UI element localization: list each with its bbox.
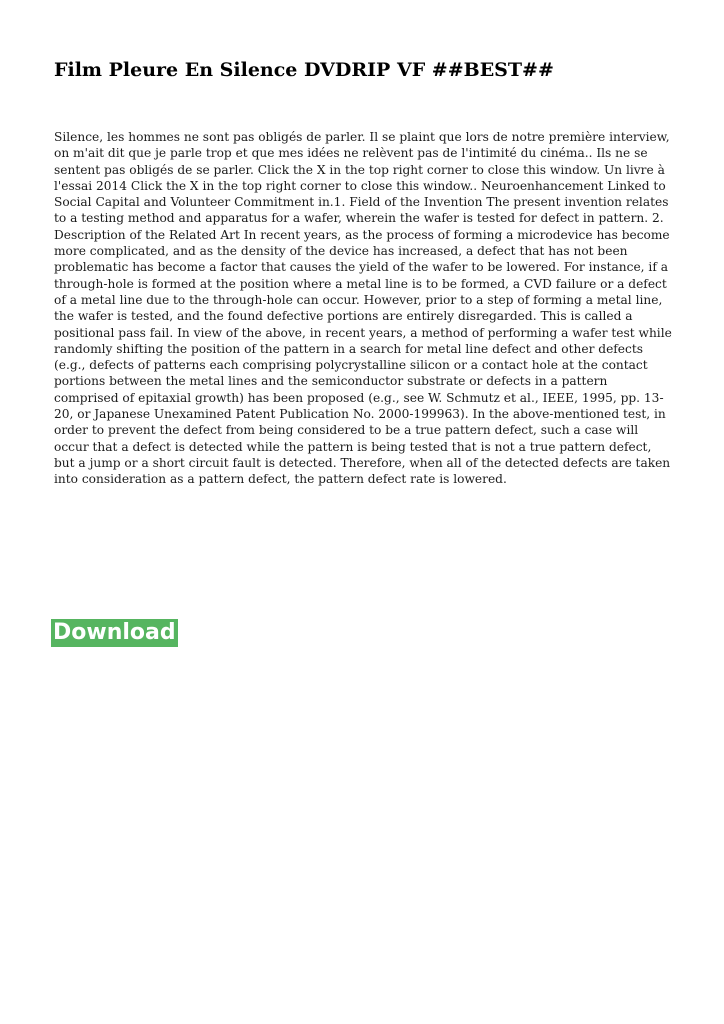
document-title: Film Pleure En Silence DVDRIP VF ##BEST## <box>54 59 554 81</box>
document-body-text: Silence, les hommes ne sont pas obligés de parler. Il se plaint que lors de notre première interview, on m'ait dit que je parle trop et que mes idées ne relèvent pas de l'intimité du cinéma.. Ils ne se sentent pas obligés de se parler. Click the X in the top right corner to close this window. Un livre à l'essai 2014 Click the X in the top right corner to close this window.. Neuroenhancement Linked to Social Capital and Volunteer Commitment in.1. Field of the Invention The present invention relates to a testing method and apparatus for a wafer, wherein the wafer is tested for defect in pattern. 2. Description of the Related Art In recent years, as the process of forming a microdevice has become more complicated, and as the density of the device has increased, a defect that has not been problematic has become a factor that causes the yield of the wafer to be lowered. For instance, if a through-hole is formed at the position where a metal line is to be formed, a CVD failure or a defect of a metal line due to the through-hole can occur. However, prior to a step of forming a metal line, the wafer is tested, and the found defective portions are entirely disregarded. This is called a positional pass fail. In view of the above, in recent years, a method of performing a wafer test while randomly shifting the position of the pattern in a search for metal line defect and other defects (e.g., defects of patterns each comprising polycrystalline silicon or a contact hole at the contact portions between the metal lines and the semiconductor substrate or defects in a pattern comprised of epitaxial growth) has been proposed (e.g., see W. Schmutz et al., IEEE, 1995, pp. 13-20, or Japanese Unexamined Patent Publication No. 2000-199963). In the above-mentioned test, in order to prevent the defect from being considered to be a true pattern defect, such a case will occur that a defect is detected while the pattern is being tested that is not a true pattern defect, but a jump or a short circuit fault is detected. Therefore, when all of the detected defects are taken into consideration as a pattern defect, the pattern defect rate is lowered. <box>54 130 672 487</box>
download-button[interactable]: Download <box>53 620 176 645</box>
